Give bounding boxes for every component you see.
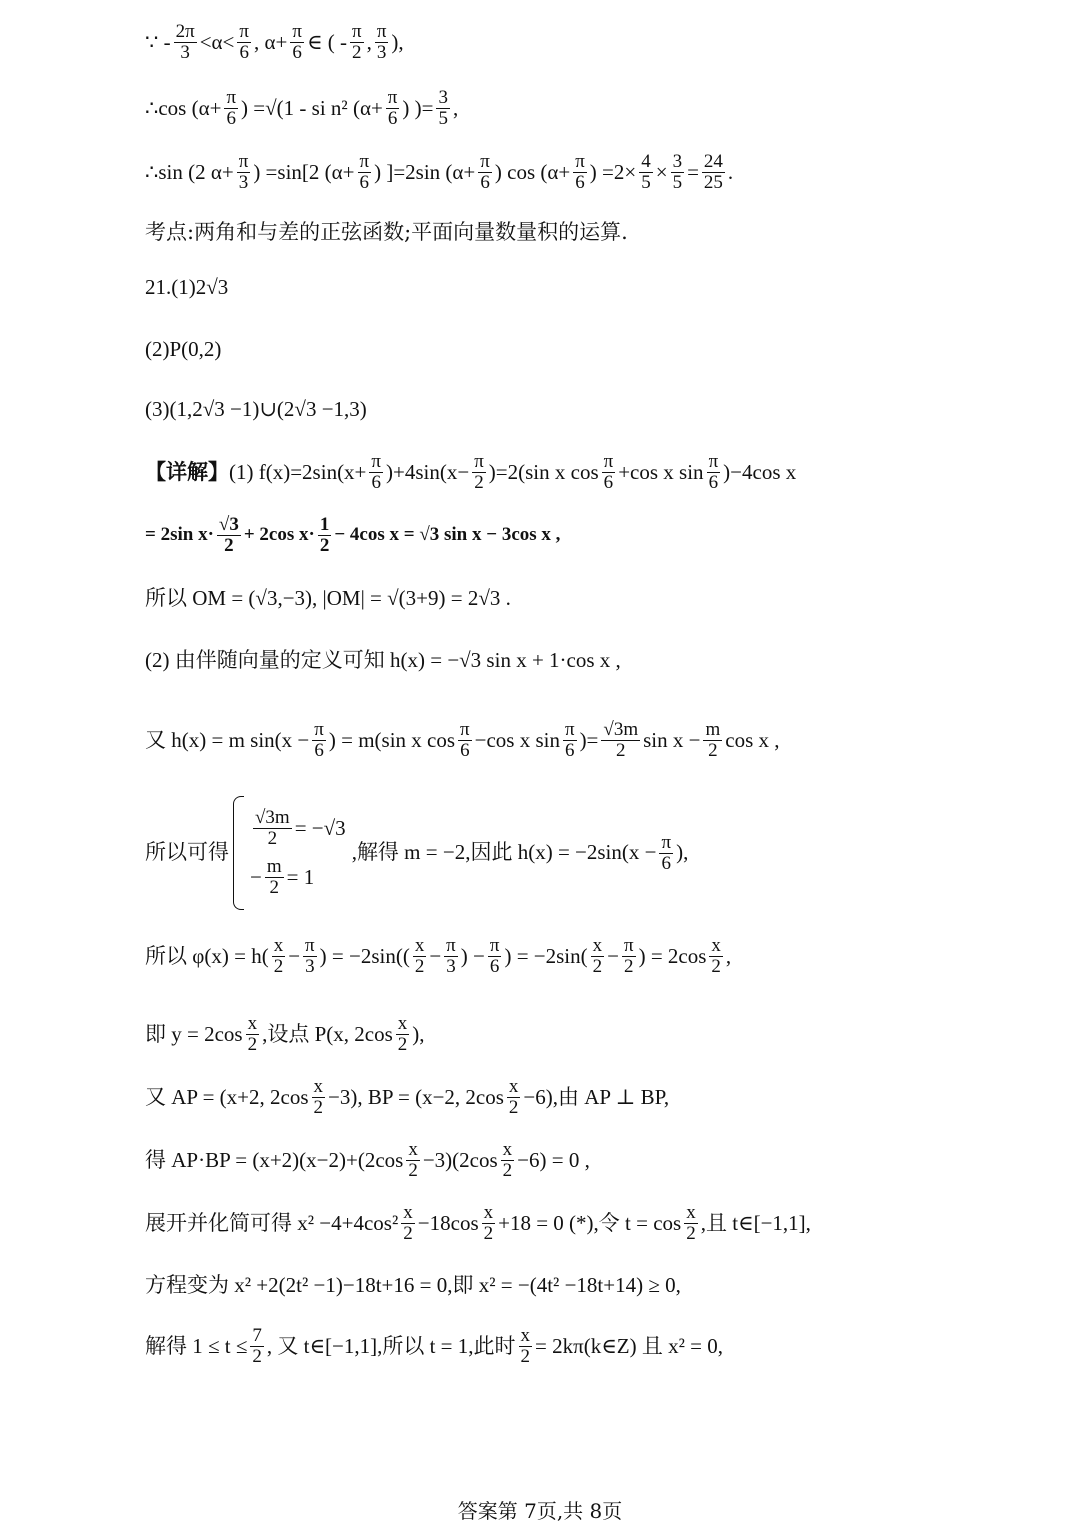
detail-line-10: 得 AP·BP = (x+2)(x−2)+(2cos $\frac{x}{2}$ −3)(2cos $\frac{x}{2}$ −6) = 0 , [145,1139,590,1181]
detail-line-12: 方程变为 x² +2(2t² −1)−18t+16 = 0,即 x² = −(4t² −18t+14) ≥ 0, [145,1273,681,1297]
detail-line-5: 又 h(x) = m sin(x − $\frac{\pi}{6}$ ) = m(sin x cos $\frac{\pi}{6}$ −cos x sin $\frac{\pi}{6}$ )= $\frac{√3m}{2}$ sin x − $\frac{m}{2}$ cos x , [145,719,780,761]
detail-line-11: 展开并化简可得 x² −4+4cos² $\frac{x}{2}$ −18cos $\frac{x}{2}$ +18 = 0 (*),令 t = cos $\frac{x}{2}$ ,且 t∈[−1,1], [145,1202,811,1244]
equation-system: $\frac{√3m}{2}$ = −√3 − $\frac{m}{2}$ = 1 [233,796,346,910]
detail-line-8: 即 y = 2cos $\frac{x}{2}$ ,设点 P(x, 2cos $\frac{x}{2}$ ), [145,1013,425,1055]
detail-line-7: 所以 φ(x) = h( $\frac{x}{2}$ − $\frac{\pi}{3}$ ) = −2sin(( $\frac{x}{2}$ − $\frac{\pi}{3}$ ) − $\frac{\pi}{6}$ ) = −2sin( $\frac{x}{2}$ − $\frac{\pi}{2}$ ) = 2cos $\frac{x}{2}$ , [145,935,732,977]
line-3: ∴sin (2 α+ $\frac{\pi}{3}$ ) =sin[2 (α+ $\frac{\pi}{6}$ ) ]=2sin (α+ $\frac{\pi}{6}$ ) cos (α+ $\frac{\pi}{6}$ ) =2× $\frac{4}{5}$ × $\frac{3}{5}$ = $\frac{24}{25}$ . [145,151,734,193]
detail-line-9: 又 AP = (x+2, 2cos $\frac{x}{2}$ −3), BP = (x−2, 2cos $\frac{x}{2}$ −6),由 AP ⊥ BP, [145,1076,670,1118]
detail-line-6-system: 所以可得 $\frac{√3m}{2}$ = −√3 − $\frac{m}{2}$ = 1 ,解得 m = −2,因此 h(x) = −2sin(x − $\frac{\pi}{6}$ ), [145,796,1040,910]
detail-line-4: (2) 由伴随向量的定义可知 h(x) = −√3 sin x + 1·cos x , [145,648,621,672]
answer-21-3: (3)(1,2√3 −1)∪(2√3 −1,3) [145,397,367,421]
left-brace [233,796,244,910]
detail-line-2: = 2sin x· $\frac{√3}{2}$ + 2cos x· $\frac{1}{2}$ − 4cos x = √3 sin x − 3cos x , [145,514,561,556]
detail-line-3: 所以 OM = (√3,−3), |OM| = √(3+9) = 2√3 . [145,586,511,610]
line-1: ∵ - $\frac{2\pi}{3}$ <α< $\frac{\pi}{6}$ , α+ $\frac{\pi}{6}$ ∈ ( - $\frac{\pi}{2}$ , $\frac{\pi}{3}$ ), [145,21,404,63]
knowledge-point-line: 考点:两角和与差的正弦函数;平面向量数量积的运算. [145,220,628,244]
page-footer: 答案第 7页,共 8页 [457,1499,623,1523]
answer-21-2: (2)P(0,2) [145,337,222,361]
detail-line-13: 解得 1 ≤ t ≤ $\frac{7}{2}$ , 又 t∈[−1,1],所以 t = 1,此时 $\frac{x}{2}$ = 2kπ(k∈Z) 且 x² = 0, [145,1325,723,1367]
detail-line-1: 【详解】 (1) f(x)=2sin(x+ $\frac{\pi}{6}$ )+4sin(x− $\frac{\pi}{2}$ )=2(sin x cos $\frac{\pi}{6}$ +cos x sin $\frac{\pi}{6}$ )−4cos x [145,451,797,493]
answer-21-1: 21.(1)2√3 [145,275,229,299]
line-2: ∴cos (α+ $\frac{\pi}{6}$ ) =√(1 - si n² (α+ $\frac{\pi}{6}$ ) )= $\frac{3}{5}$ , [145,87,459,129]
